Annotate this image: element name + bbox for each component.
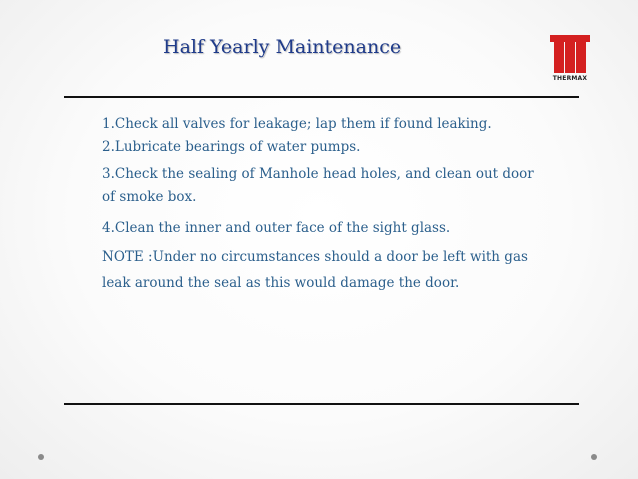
thermax-logo <box>549 33 591 83</box>
note-text: NOTE :Under no circumstances should a door be left with gas leak around the seal as this would damage the door. <box>102 249 528 291</box>
slide-title: Half Yearly Maintenance <box>163 36 402 58</box>
list-item: 3.Check the sealing of Manhole head holes, and clean out door of smoke box. <box>102 166 534 205</box>
list-item: 2.Lubricate bearings of water pumps. <box>102 139 361 155</box>
list-item: 1.Check all valves for leakage; lap them if found leaking. <box>102 116 492 132</box>
right-dot-icon <box>591 454 597 460</box>
bottom-divider <box>64 403 579 405</box>
left-dot-icon <box>38 454 44 460</box>
logo-text: THERMAX <box>552 75 588 82</box>
thermax-logo-mark-icon <box>549 33 591 75</box>
top-divider <box>64 96 579 98</box>
content-list <box>102 117 542 296</box>
list-item: 4.Clean the inner and outer face of the sight glass. <box>102 220 451 236</box>
